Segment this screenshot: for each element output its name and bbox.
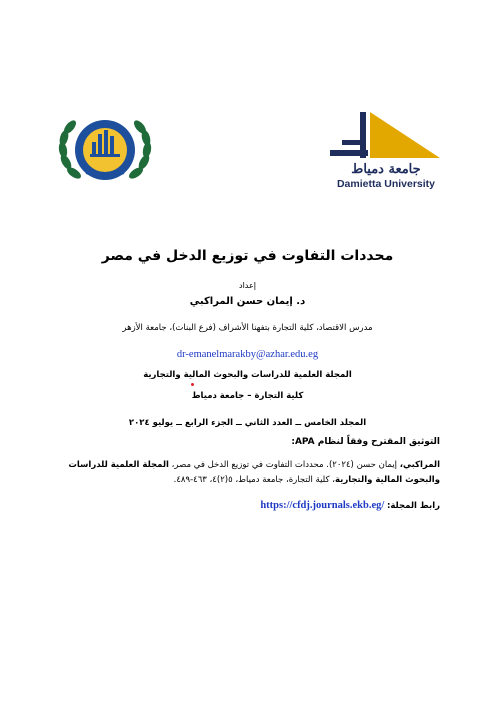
university-name-arabic: جامعة دمياط bbox=[351, 162, 421, 177]
journal-link-label: رابط المجلة: bbox=[386, 501, 440, 511]
red-dot-mark bbox=[191, 383, 194, 386]
damietta-university-logo bbox=[330, 110, 442, 192]
citation-author: المراكبي، bbox=[399, 460, 440, 470]
journal-issue: المجلد الخامس ــ العدد الثاني ــ الجزء الرابع ــ يوليو ٢٠٢٤ bbox=[128, 418, 367, 428]
author-email-link[interactable]: dr-emanelmarakby@azhar.edu.eg bbox=[176, 349, 319, 360]
apa-citation bbox=[50, 458, 440, 488]
author-name: د. إيمان حسن المراكبي bbox=[189, 296, 306, 307]
journal-name: المجلة العلمية للدراسات والبحوث المالية والتجارية bbox=[143, 370, 352, 380]
paper-title: محددات التفاوت في توزيع الدخل في مصر bbox=[101, 248, 394, 264]
journal-url-link[interactable]: https://cfdj.journals.ekb.eg/ bbox=[260, 500, 385, 511]
journal-faculty: كلية التجارة – جامعة دمياط bbox=[191, 391, 304, 401]
journal-link-row bbox=[50, 500, 440, 511]
university-name-english: Damietta University bbox=[336, 178, 436, 190]
author-affiliation: مدرس الاقتصاد، كلية التجارة بتفهنا الأشراف (فرع البنات)، جامعة الأزهر bbox=[122, 323, 373, 333]
faculty-of-commerce-logo bbox=[54, 112, 156, 194]
citation-tail: ، كلية التجارة، جامعة دمياط، ٥(٢)٤، ٤٦٣-٤٨٩. bbox=[173, 475, 335, 485]
prepared-by-label: إعداد bbox=[239, 281, 256, 290]
apa-citation-heading: التوثيق المقترح وفقاً لنظام APA: bbox=[291, 437, 440, 447]
citation-journal: المجلة العلمية للدراسات والبحوث المالية والتجارية bbox=[68, 460, 440, 485]
citation-body: إيمان حسن (٢٠٢٤). محددات التفاوت في توزيع الدخل في مصر، bbox=[168, 460, 400, 470]
